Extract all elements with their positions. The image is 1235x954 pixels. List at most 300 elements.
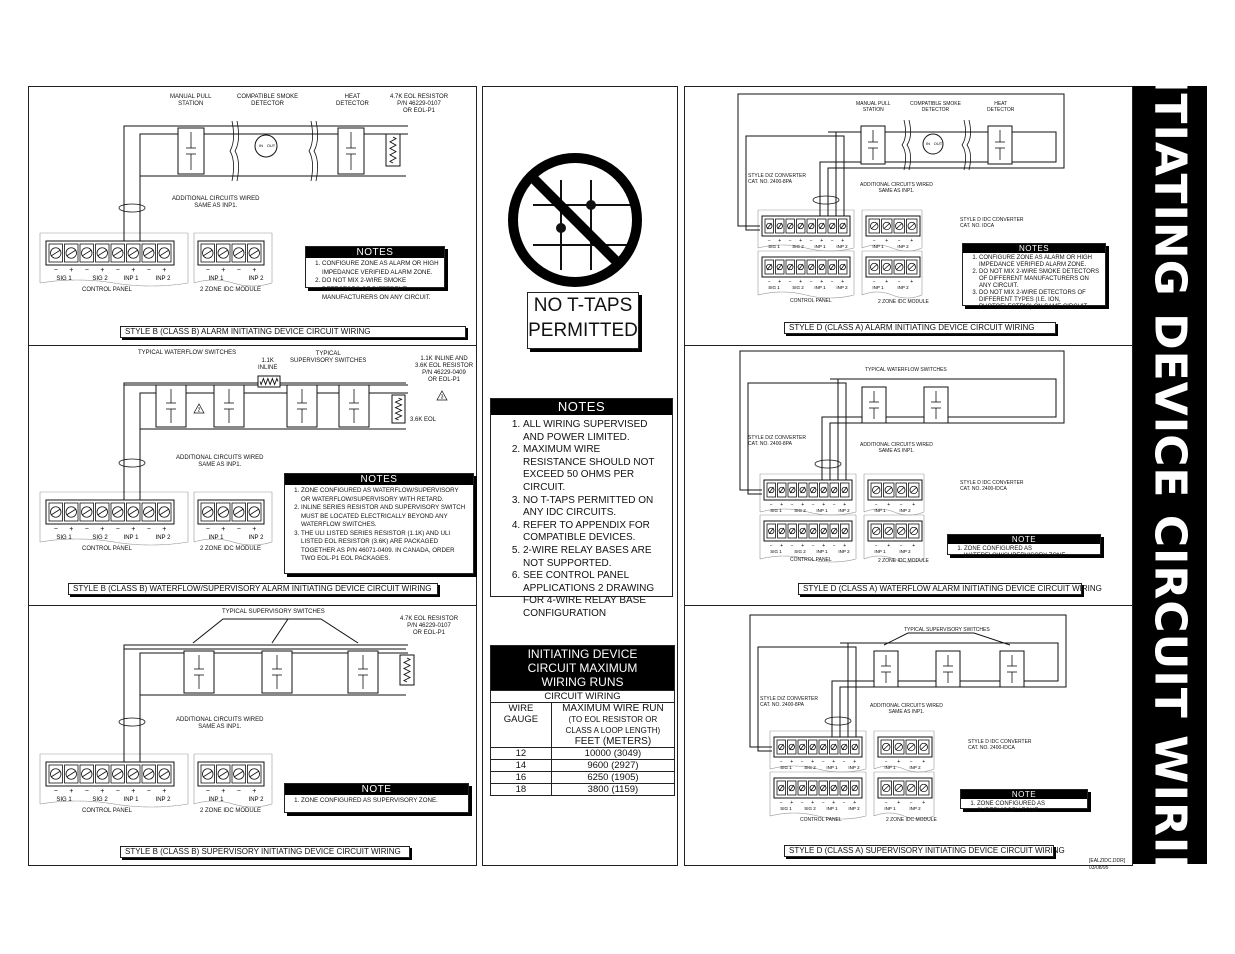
terminal-name-label: SIG 1 bbox=[770, 508, 782, 513]
terminal-block bbox=[774, 778, 862, 798]
svg-text:OUT: OUT bbox=[933, 141, 943, 146]
screw-terminal bbox=[809, 740, 818, 754]
doc-code: [EALZIDC.DDR] bbox=[1089, 858, 1126, 864]
note-item: 1. CONFIGURE ZONE AS ALARM OR HIGH IMPEDANCE VERIFIED ALARM ZONE. bbox=[979, 255, 1101, 269]
notes-list bbox=[299, 487, 469, 564]
polarity-label: − bbox=[115, 267, 120, 274]
polarity-label: − bbox=[832, 543, 836, 549]
polarity-label: + bbox=[887, 543, 891, 549]
terminal-block bbox=[46, 500, 174, 524]
switch-device bbox=[936, 651, 960, 687]
note-reference-icon bbox=[194, 404, 204, 414]
note-item: 3. THE ULI LISTED SERIES RESISTOR (1.1K) AND ULI LISTED EOL RESISTOR (3.6K) ARE PACKAGED TOGETHER AS P/N 46071-0409. IN CANADA, ORDER TWO EOL-P1 EOL PACKAGES. bbox=[301, 530, 469, 564]
main-notes-list bbox=[521, 419, 666, 621]
wiring-diagram bbox=[684, 345, 1133, 605]
inline-resistor-label: 1.1K INLINE bbox=[258, 358, 278, 371]
polarity-label: − bbox=[800, 800, 804, 806]
polarity-label: + bbox=[799, 238, 803, 244]
wiring-diagram bbox=[28, 86, 477, 346]
screw-terminal bbox=[127, 765, 141, 783]
screw-terminal bbox=[142, 503, 156, 521]
screw-terminal bbox=[142, 765, 156, 783]
supervisory-switches-label: TYPICAL SUPERVISORY SWITCHES bbox=[904, 627, 990, 633]
terminal-name-label: INP 2 bbox=[836, 244, 848, 249]
terminal-name-label: SIG 1 bbox=[56, 797, 72, 803]
polarity-label: + bbox=[221, 267, 226, 274]
screw-terminal bbox=[869, 260, 880, 274]
idc-module-label: 2 ZONE IDC MODULE bbox=[878, 558, 929, 564]
svg-text:3: 3 bbox=[440, 394, 444, 401]
converter-dz-label: STYLE D/Z CONVERTER CAT. NO. 2400-8PA bbox=[748, 435, 806, 447]
screw-terminal bbox=[894, 260, 905, 274]
screw-terminal bbox=[909, 483, 920, 497]
terminal-name-label: INP 2 bbox=[897, 285, 909, 290]
diagram-caption: STYLE B (CLASS B) ALARM INITIATING DEVICE CIRCUIT WIRING bbox=[120, 326, 466, 338]
screw-terminal bbox=[907, 219, 918, 233]
converter-idc-label: STYLE D IDC CONVERTER CAT. NO. 2400-IDCA bbox=[968, 739, 1032, 751]
polarity-label: − bbox=[809, 279, 813, 285]
polarity-label: − bbox=[872, 238, 876, 244]
screw-terminal bbox=[767, 483, 776, 497]
polarity-label: − bbox=[909, 759, 913, 765]
terminal-name-label: INP 1 bbox=[826, 765, 838, 770]
terminal-name-label: INP 1 bbox=[123, 797, 139, 803]
screw-terminal bbox=[65, 244, 79, 262]
no-taps-line1: NO T-TAPS bbox=[533, 295, 633, 316]
notes-title: NOTES bbox=[306, 247, 444, 258]
side-title-banner bbox=[1133, 20, 1207, 930]
terminal-name-label: INP 1 bbox=[208, 276, 224, 282]
note-item: 1. ZONE CONFIGURED AS SUPERVISORY ZONE. bbox=[977, 801, 1083, 815]
polarity-label: − bbox=[205, 526, 210, 533]
supervisory-switches-label: TYPICAL SUPERVISORY SWITCHES bbox=[290, 351, 367, 364]
screw-terminal bbox=[851, 781, 860, 795]
wire-pair-marker bbox=[825, 717, 851, 725]
main-note-3: 3. NO T-TAPS PERMITTED ON ANY IDC CIRCUITS. bbox=[523, 495, 666, 520]
terminal-name-label: SIG 2 bbox=[794, 508, 806, 513]
runs-col-run-l2: (TO EOL RESISTOR OR bbox=[568, 715, 658, 724]
notes-list bbox=[977, 255, 1101, 311]
panel-style-b-supervisory bbox=[28, 605, 477, 866]
screw-terminal bbox=[839, 219, 848, 233]
wire-break-mark bbox=[314, 121, 318, 181]
polarity-label: − bbox=[769, 543, 773, 549]
terminal-name-label: INP 1 bbox=[826, 806, 838, 811]
additional-circuits-note: ADDITIONAL CIRCUITS WIRED SAME AS INP1. bbox=[176, 455, 264, 468]
polarity-label: + bbox=[822, 502, 826, 508]
screw-terminal bbox=[830, 740, 839, 754]
terminal-block bbox=[198, 500, 264, 524]
runs-table bbox=[491, 690, 674, 795]
screw-terminal bbox=[906, 781, 917, 795]
screw-terminal bbox=[907, 260, 918, 274]
polarity-label: − bbox=[811, 543, 815, 549]
runs-col-run bbox=[551, 703, 674, 748]
waterflow-switches-label: TYPICAL WATERFLOW SWITCHES bbox=[138, 350, 237, 356]
polarity-label: + bbox=[131, 526, 136, 533]
notes-list bbox=[962, 546, 1096, 560]
terminal-name-label: INP 1 bbox=[874, 508, 886, 513]
svg-text:2: 2 bbox=[197, 407, 201, 414]
notes-title: NOTE bbox=[285, 784, 468, 795]
screw-terminal bbox=[788, 483, 797, 497]
polarity-label: + bbox=[131, 788, 136, 795]
screw-terminal bbox=[778, 524, 787, 538]
terminal-block bbox=[46, 241, 174, 265]
table-row bbox=[491, 760, 674, 772]
switch-device bbox=[214, 385, 244, 427]
note-item: 1. ZONE CONFIGURED AS WATERFLOW/SUPERVISORY ZONE. bbox=[964, 546, 1096, 560]
screw-terminal bbox=[201, 765, 215, 783]
polarity-label: − bbox=[821, 759, 825, 765]
switch-device bbox=[178, 128, 204, 174]
wiring-diagram bbox=[28, 605, 477, 865]
polarity-label: + bbox=[841, 279, 845, 285]
additional-circuits-note: ADDITIONAL CIRCUITS WIRED SAME AS INP1. bbox=[860, 442, 933, 454]
converter-idc-label: STYLE D IDC CONVERTER CAT. NO. 2400-IDCA bbox=[960, 480, 1024, 492]
screw-terminal bbox=[232, 503, 246, 521]
terminal-name-label: INP 1 bbox=[816, 549, 828, 554]
polarity-label: + bbox=[252, 788, 257, 795]
screw-terminal bbox=[798, 740, 807, 754]
wiring-diagram bbox=[684, 605, 1133, 865]
gauge-cell: 14 bbox=[491, 760, 551, 772]
screw-terminal bbox=[49, 765, 63, 783]
polarity-label: − bbox=[53, 267, 58, 274]
polarity-label: + bbox=[162, 267, 167, 274]
wire-pair-marker bbox=[815, 460, 841, 468]
run-cell: 6250 (1905) bbox=[551, 772, 674, 784]
polarity-label: + bbox=[801, 543, 805, 549]
screw-terminal bbox=[158, 765, 172, 783]
polarity-label: + bbox=[780, 502, 784, 508]
gauge-cell: 18 bbox=[491, 784, 551, 796]
screw-terminal bbox=[217, 244, 231, 262]
screw-terminal bbox=[919, 781, 930, 795]
supervisory-switches-label: TYPICAL SUPERVISORY SWITCHES bbox=[222, 609, 325, 615]
polarity-label: − bbox=[897, 279, 901, 285]
terminal-name-label: SIG 2 bbox=[92, 276, 108, 282]
polarity-label: − bbox=[788, 238, 792, 244]
svg-text:IN: IN bbox=[926, 141, 930, 146]
switch-device bbox=[338, 128, 364, 174]
polarity-label: − bbox=[788, 279, 792, 285]
screw-terminal bbox=[809, 524, 818, 538]
wire-break-mark bbox=[309, 121, 313, 181]
note-item: 1. ZONE CONFIGURED AS WATERFLOW/SUPERVISORY OR WATERFLOW/SUPERVISORY WITH RETARD. bbox=[301, 487, 469, 504]
screw-terminal bbox=[786, 260, 795, 274]
notes-title: NOTE bbox=[961, 790, 1087, 799]
screw-terminal bbox=[828, 260, 837, 274]
polarity-label: − bbox=[236, 526, 241, 533]
terminal-name-label: INP 1 bbox=[123, 276, 139, 282]
svg-text:IN: IN bbox=[259, 143, 263, 148]
terminal-block bbox=[868, 480, 922, 500]
polarity-label: − bbox=[897, 238, 901, 244]
polarity-label: − bbox=[899, 502, 903, 508]
polarity-label: + bbox=[221, 526, 226, 533]
runs-col-run-l1: MAXIMUM WIRE RUN bbox=[562, 703, 664, 714]
polarity-label: + bbox=[843, 543, 847, 549]
screw-terminal bbox=[776, 260, 785, 274]
idc-module-label: 2 ZONE IDC MODULE bbox=[200, 287, 262, 293]
diagram-caption: STYLE B (CLASS B) WATERFLOW/SUPERVISORY ALARM INITIATING DEVICE CIRCUIT WIRING bbox=[68, 583, 438, 595]
terminal-block bbox=[866, 257, 920, 277]
gauge-cell: 12 bbox=[491, 748, 551, 760]
terminal-block bbox=[762, 216, 850, 236]
screw-terminal bbox=[818, 260, 827, 274]
leader-line bbox=[193, 619, 358, 643]
note-item: 3. DO NOT MIX 2-WIRE DETECTORS OF DIFFERENT TYPES (I.E. ION, PHOTOELECTRIC) ON SAME CIRCUIT. bbox=[979, 290, 1101, 311]
screw-terminal bbox=[881, 781, 892, 795]
additional-circuits-note: ADDITIONAL CIRCUITS WIRED SAME AS INP1. bbox=[176, 717, 264, 730]
no-taps-line2: PERMITTED bbox=[528, 320, 638, 341]
leader-line bbox=[272, 619, 288, 643]
terminal-name-label: SIG 2 bbox=[792, 285, 804, 290]
control-panel-label: CONTROL PANEL bbox=[82, 808, 133, 814]
terminal-name-label: INP 2 bbox=[848, 806, 860, 811]
terminal-block bbox=[764, 480, 852, 500]
eol-resistor-icon bbox=[386, 134, 400, 166]
wire-pair-marker bbox=[813, 196, 839, 204]
terminal-name-label: INP 2 bbox=[248, 535, 264, 541]
terminal-name-label: INP 1 bbox=[872, 244, 884, 249]
main-note-2: 2. MAXIMUM WIRE RESISTANCE SHOULD NOT EXCEED 50 OHMS PER CIRCUIT. bbox=[523, 444, 666, 494]
polarity-label: − bbox=[830, 279, 834, 285]
screw-terminal bbox=[809, 483, 818, 497]
terminal-name-label: INP 2 bbox=[836, 285, 848, 290]
screw-terminal bbox=[788, 740, 797, 754]
screw-terminal bbox=[839, 260, 848, 274]
terminal-name-label: SIG 1 bbox=[780, 765, 792, 770]
polarity-label: − bbox=[874, 502, 878, 508]
additional-circuits-note: ADDITIONAL CIRCUITS WIRED SAME AS INP1. bbox=[870, 703, 943, 715]
runs-col-run-l3: CLASS A LOOP LENGTH) bbox=[565, 726, 661, 735]
panel-style-d-supervisory bbox=[684, 605, 1133, 866]
polarity-label: + bbox=[100, 526, 105, 533]
polarity-label: + bbox=[841, 238, 845, 244]
terminal-name-label: INP 1 bbox=[884, 806, 896, 811]
eol-resistor-icon bbox=[400, 655, 414, 685]
screw-terminal bbox=[869, 219, 880, 233]
table-row bbox=[491, 784, 674, 796]
polarity-label: + bbox=[832, 759, 836, 765]
polarity-label: − bbox=[809, 238, 813, 244]
screw-terminal bbox=[767, 524, 776, 538]
terminal-name-label: INP 2 bbox=[909, 765, 921, 770]
terminal-name-label: SIG 2 bbox=[804, 806, 816, 811]
terminal-block bbox=[762, 257, 850, 277]
terminal-name-label: SIG 2 bbox=[92, 797, 108, 803]
screw-terminal bbox=[894, 781, 905, 795]
screw-terminal bbox=[871, 483, 882, 497]
polarity-label: + bbox=[910, 238, 914, 244]
polarity-label: + bbox=[131, 267, 136, 274]
polarity-label: − bbox=[800, 759, 804, 765]
polarity-label: − bbox=[779, 800, 783, 806]
polarity-label: + bbox=[799, 279, 803, 285]
diagram-caption: STYLE D (CLASS A) WATERFLOW ALARM INITIATING DEVICE CIRCUIT WIRING bbox=[798, 583, 1082, 595]
screw-terminal bbox=[896, 524, 907, 538]
control-panel-label: CONTROL PANEL bbox=[800, 817, 842, 823]
terminal-name-label: INP 2 bbox=[899, 508, 911, 513]
screw-terminal bbox=[80, 244, 94, 262]
terminal-name-label: INP 2 bbox=[155, 797, 171, 803]
notes-title: NOTES bbox=[963, 244, 1105, 253]
polarity-label: + bbox=[100, 267, 105, 274]
screw-terminal bbox=[49, 503, 63, 521]
screw-terminal bbox=[809, 781, 818, 795]
additional-circuits-note: ADDITIONAL CIRCUITS WIRED SAME AS INP1. bbox=[172, 196, 260, 209]
polarity-label: + bbox=[790, 800, 794, 806]
polarity-label: + bbox=[910, 279, 914, 285]
screw-terminal bbox=[818, 219, 827, 233]
polarity-label: + bbox=[897, 800, 901, 806]
wire-pair-marker bbox=[119, 718, 145, 726]
note-item: 2. DO NOT MIX 2-WIRE SMOKE DETECTORS OF DIFFERENT MANUFACTURERS ON ANY CIRCUIT. bbox=[979, 269, 1101, 290]
polarity-label: + bbox=[811, 759, 815, 765]
idc-module-label: 2 ZONE IDC MODULE bbox=[200, 808, 262, 814]
terminal-name-label: INP 2 bbox=[897, 244, 909, 249]
converter-idc-label: STYLE D IDC CONVERTER CAT. NO. IDCA bbox=[960, 217, 1024, 229]
terminal-name-label: INP 2 bbox=[838, 508, 850, 513]
polarity-label: + bbox=[162, 788, 167, 795]
switch-device bbox=[988, 126, 1012, 164]
runs-col-run-l4: FEET (METERS) bbox=[574, 736, 652, 747]
terminal-name-label: SIG 1 bbox=[768, 285, 780, 290]
polarity-label: + bbox=[778, 279, 782, 285]
screw-terminal bbox=[49, 244, 63, 262]
terminal-name-label: INP 1 bbox=[208, 535, 224, 541]
screw-terminal bbox=[798, 781, 807, 795]
d-alarm-notes bbox=[962, 243, 1106, 310]
polarity-label: − bbox=[84, 788, 89, 795]
control-panel-label: CONTROL PANEL bbox=[82, 287, 133, 293]
polarity-label: − bbox=[767, 279, 771, 285]
screw-terminal bbox=[830, 524, 839, 538]
run-cell: 9600 (2927) bbox=[551, 760, 674, 772]
screw-terminal bbox=[828, 219, 837, 233]
main-notes bbox=[490, 398, 673, 619]
polarity-label: + bbox=[221, 788, 226, 795]
screw-terminal bbox=[127, 503, 141, 521]
no-taps-symbol bbox=[503, 150, 663, 290]
polarity-label: − bbox=[767, 238, 771, 244]
polarity-label: − bbox=[146, 526, 151, 533]
polarity-label: + bbox=[162, 526, 167, 533]
terminal-name-label: SIG 1 bbox=[56, 276, 72, 282]
polarity-label: + bbox=[69, 267, 74, 274]
table-row bbox=[491, 748, 674, 760]
screw-terminal bbox=[820, 483, 829, 497]
main-note-6: 6. SEE CONTROL PANEL APPLICATIONS 2 DRAWING FOR 4-WIRE RELAY BASE CONFIGURATION bbox=[523, 570, 666, 620]
terminal-name-label: INP 2 bbox=[155, 276, 171, 282]
polarity-label: + bbox=[801, 502, 805, 508]
terminal-name-label: SIG 1 bbox=[56, 535, 72, 541]
main-note-5: 5. 2-WIRE RELAY BASES ARE NOT SUPPORTED. bbox=[523, 545, 666, 570]
screw-terminal bbox=[884, 524, 895, 538]
switch-device bbox=[184, 651, 214, 693]
smoke-detector-icon bbox=[255, 135, 277, 157]
b-waterflow-notes bbox=[284, 473, 474, 574]
screw-terminal bbox=[217, 765, 231, 783]
polarity-label: − bbox=[84, 526, 89, 533]
screw-terminal bbox=[96, 503, 110, 521]
doc-date: 03/08/95 bbox=[1089, 865, 1109, 871]
screw-terminal bbox=[819, 740, 828, 754]
terminal-name-label: SIG 2 bbox=[92, 535, 108, 541]
screw-terminal bbox=[786, 219, 795, 233]
screw-terminal bbox=[777, 781, 786, 795]
screw-terminal bbox=[820, 524, 829, 538]
terminal-name-label: SIG 1 bbox=[780, 806, 792, 811]
screw-terminal bbox=[201, 503, 215, 521]
screw-terminal bbox=[819, 781, 828, 795]
screw-terminal bbox=[248, 765, 262, 783]
inline-resistor-icon bbox=[258, 376, 280, 387]
diagram-caption: STYLE B (CLASS B) SUPERVISORY INITIATING DEVICE CIRCUIT WIRING bbox=[120, 846, 410, 858]
screw-terminal bbox=[158, 503, 172, 521]
terminal-name-label: INP 2 bbox=[838, 549, 850, 554]
notes-list bbox=[320, 260, 440, 303]
switch-device bbox=[924, 387, 948, 423]
screw-terminal bbox=[799, 524, 808, 538]
screw-terminal bbox=[830, 483, 839, 497]
d-waterflow-notes bbox=[947, 534, 1101, 559]
terminal-block bbox=[878, 778, 932, 798]
screw-terminal bbox=[96, 244, 110, 262]
screw-terminal bbox=[851, 740, 860, 754]
idc-module-label: 2 ZONE IDC MODULE bbox=[878, 299, 929, 305]
polarity-label: + bbox=[790, 759, 794, 765]
screw-terminal bbox=[65, 765, 79, 783]
switch-device bbox=[862, 387, 886, 423]
polarity-label: − bbox=[236, 788, 241, 795]
svg-text:OUT: OUT bbox=[266, 143, 276, 148]
terminal-block bbox=[46, 762, 174, 786]
terminal-block bbox=[198, 762, 264, 786]
polarity-label: + bbox=[69, 788, 74, 795]
polarity-label: + bbox=[832, 800, 836, 806]
polarity-label: − bbox=[115, 526, 120, 533]
switch-device bbox=[861, 126, 885, 164]
polarity-label: − bbox=[53, 788, 58, 795]
eol-resistor-label: 4.7K EOL RESISTOR P/N 46229-0107 OR EOL-P1 bbox=[390, 94, 449, 114]
screw-terminal bbox=[788, 781, 797, 795]
screw-terminal bbox=[765, 260, 774, 274]
diagram-caption: STYLE D (CLASS A) ALARM INITIATING DEVICE CIRCUIT WIRING bbox=[784, 322, 1056, 334]
polarity-label: − bbox=[53, 526, 58, 533]
notes-title: NOTE bbox=[948, 535, 1100, 544]
polarity-label: + bbox=[100, 788, 105, 795]
eol-resistor-icon bbox=[392, 395, 405, 423]
terminal-name-label: SIG 1 bbox=[768, 244, 780, 249]
terminal-block bbox=[868, 521, 922, 541]
terminal-name-label: INP 2 bbox=[248, 797, 264, 803]
terminal-name-label: INP 2 bbox=[155, 535, 171, 541]
eol-3-6k-label: 3.6K EOL bbox=[410, 417, 437, 423]
screw-terminal bbox=[797, 219, 806, 233]
polarity-label: − bbox=[872, 279, 876, 285]
polarity-label: − bbox=[84, 267, 89, 274]
polarity-label: + bbox=[922, 759, 926, 765]
screw-terminal bbox=[909, 524, 920, 538]
control-panel-label: CONTROL PANEL bbox=[790, 557, 832, 563]
polarity-label: + bbox=[780, 543, 784, 549]
polarity-label: + bbox=[252, 526, 257, 533]
screw-terminal bbox=[841, 483, 850, 497]
terminal-name-label: INP 2 bbox=[848, 765, 860, 770]
